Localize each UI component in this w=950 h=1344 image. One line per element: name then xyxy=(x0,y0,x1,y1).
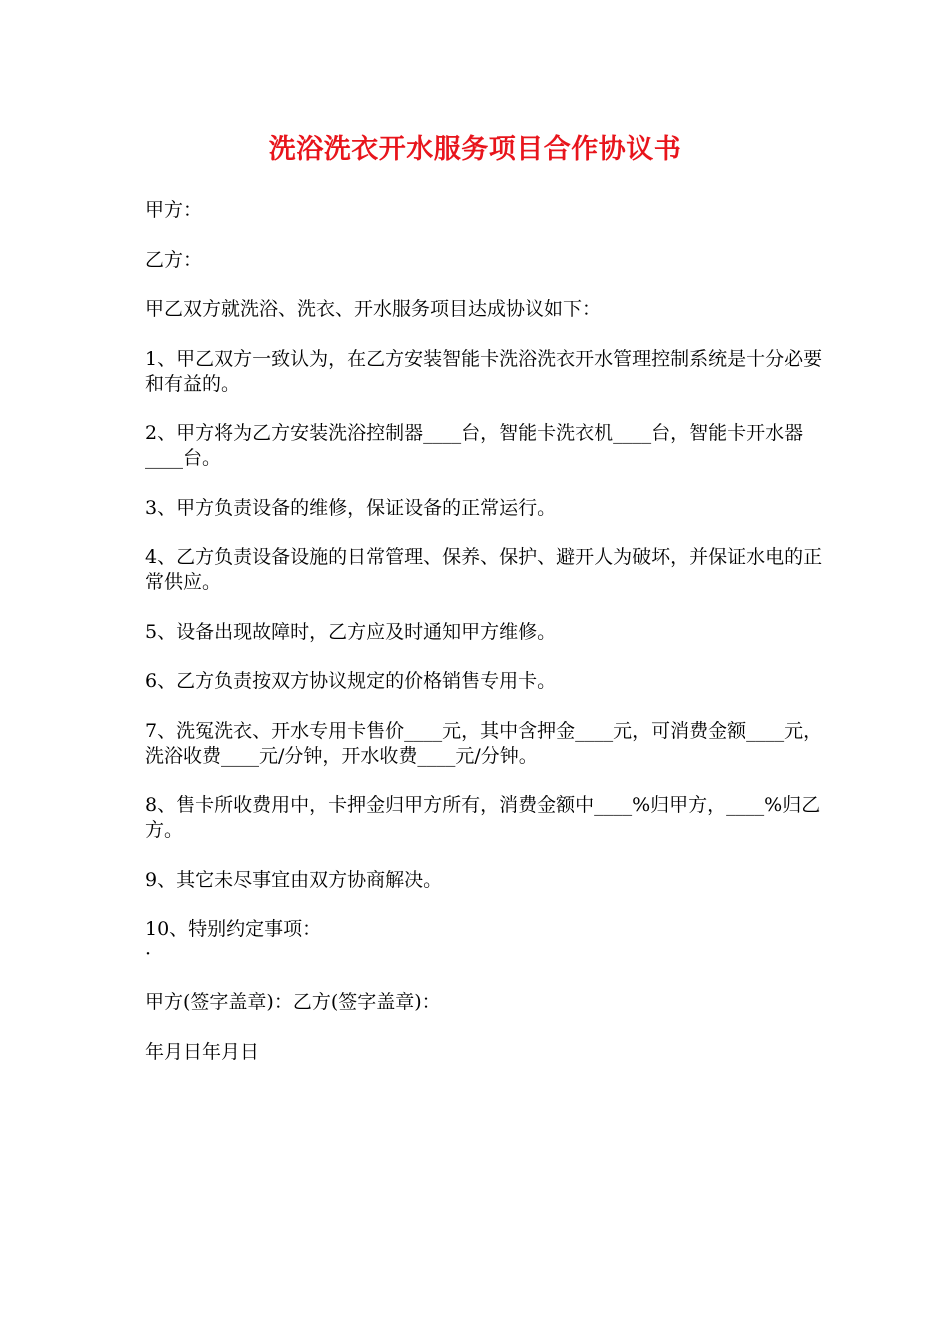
document-title: 洗浴洗衣开水服务项目合作协议书 xyxy=(268,134,682,165)
clause-6: 6、乙方负责按双方协议规定的价格销售专用卡。 xyxy=(145,670,557,692)
clause-5: 5、设备出现故障时，乙方应及时通知甲方维修。 xyxy=(145,620,557,643)
clause-4: 4、乙方负责设备设施的日常管理、保养、保护、避开人为破坏，并保证水电的正常供应。 xyxy=(145,546,823,593)
document-body xyxy=(145,198,825,1089)
party-b-line: 乙方： xyxy=(145,248,203,271)
dot-marker: · xyxy=(145,943,152,965)
intro-paragraph: 甲乙双方就洗浴、洗衣、开水服务项目达成协议如下： xyxy=(145,298,602,320)
signature-line: 甲方(签字盖章)：乙方(签字盖章)： xyxy=(145,991,441,1013)
party-a-line: 甲方： xyxy=(145,199,203,221)
clause-8: 8、售卡所收费用中，卡押金归甲方所有，消费金额中____%归甲方，____%归乙方。 xyxy=(145,794,821,841)
clause-2: 2、甲方将为乙方安装洗浴控制器____台，智能卡洗衣机____台，智能卡开水器____台。 xyxy=(145,422,804,469)
clause-1: 1、甲乙双方一致认为，在乙方安装智能卡洗浴洗衣开水管理控制系统是十分必要和有益的。 xyxy=(145,347,823,395)
date-line: 年月日年月日 xyxy=(145,1040,260,1063)
clause-10: 10、特别约定事项： xyxy=(145,918,322,940)
clause-9: 9、其它未尽事宜由双方协商解决。 xyxy=(145,868,443,891)
clause-7: 7、洗冤洗衣、开水专用卡售价____元，其中含押金____元，可消费金额____元，洗浴收费____元/分钟，开水收费____元/分钟。 xyxy=(145,719,823,767)
clause-3: 3、甲方负责设备的维修，保证设备的正常运行。 xyxy=(145,496,557,519)
